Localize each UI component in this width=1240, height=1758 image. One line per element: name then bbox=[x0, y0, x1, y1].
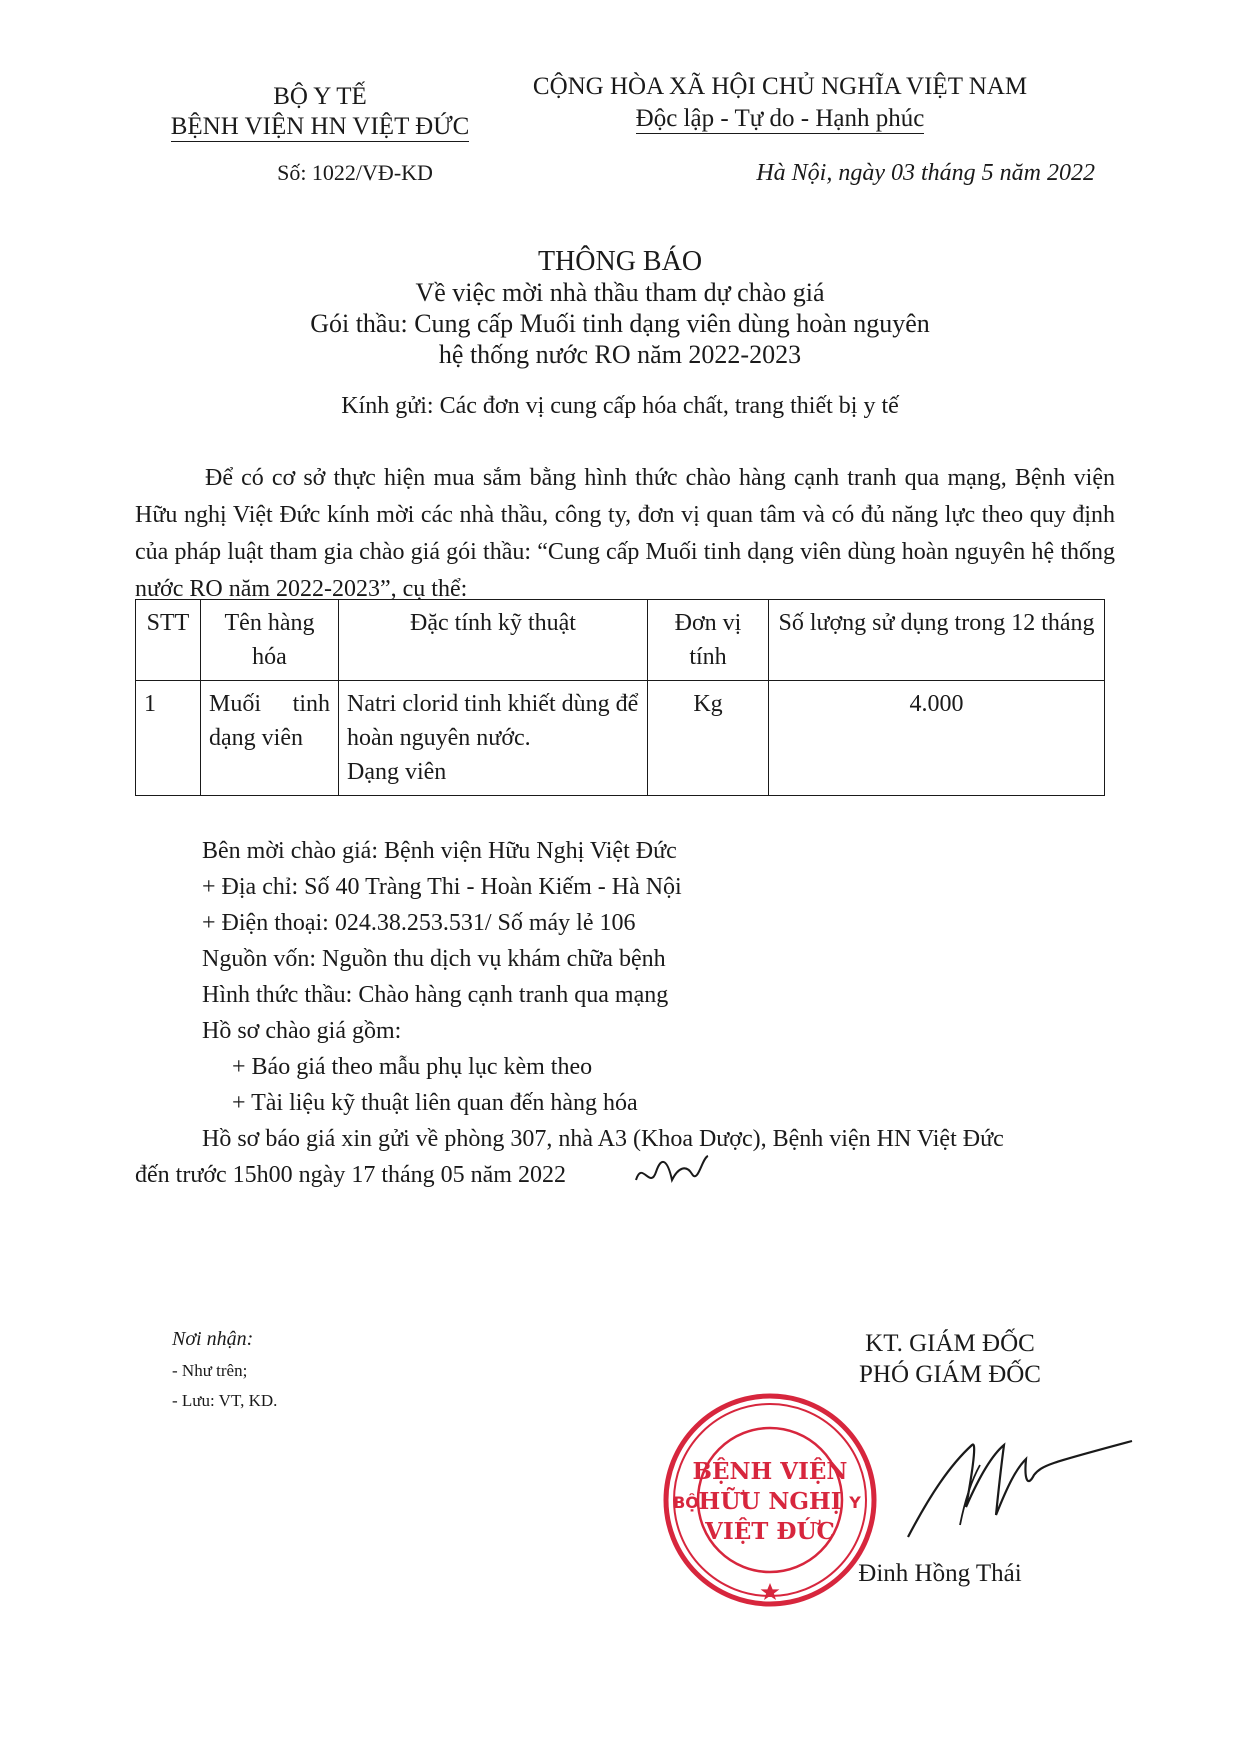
stamp-line-3: VIỆT ĐỨC bbox=[705, 1518, 835, 1545]
document-date: Hà Nội, ngày 03 tháng 5 năm 2022 bbox=[756, 160, 1095, 186]
dossier-line: Hồ sơ chào giá gồm: bbox=[202, 1018, 402, 1044]
signer-name: Đinh Hồng Thái bbox=[858, 1560, 1022, 1587]
dossier-item-1: + Báo giá theo mẫu phụ lục kèm theo bbox=[232, 1054, 593, 1080]
address-line: + Địa chỉ: Số 40 Tràng Thi - Hoàn Kiếm - Hà Nội bbox=[202, 874, 682, 900]
title-line-2: Gói thầu: Cung cấp Muối tinh dạng viên dùng hoàn nguyên bbox=[310, 309, 930, 338]
header-left bbox=[170, 82, 470, 142]
initials-scribble bbox=[632, 1150, 712, 1195]
spec-line-1: Natri clorid tinh khiết dùng để hoàn nguyên nước. bbox=[347, 691, 639, 751]
stamp-line-2: HỮU NGHỊ bbox=[698, 1488, 842, 1515]
header-spec: Đặc tính kỹ thuật bbox=[339, 600, 648, 681]
signature-scribble bbox=[900, 1425, 1140, 1560]
stamp-right-text: Y bbox=[849, 1493, 861, 1512]
table-row bbox=[136, 681, 1105, 796]
table-header-row bbox=[136, 600, 1105, 681]
document-number: Số: 1022/VĐ-KD bbox=[277, 160, 433, 185]
intro-paragraph: Để có cơ sở thực hiện mua sắm bằng hình thức chào hàng cạnh tranh qua mạng, Bệnh viện Hữu nghị Việt Đức kính mời các nhà thầu, công ty, đơn vị quan tâm và có đủ năng lực theo quy định của pháp luật tham gia chào giá gói thầu: “Cung cấp Muối tinh dạng viên dùng hoàn nguyên hệ thống nước RO năm 2022-2023”, cụ thể: bbox=[135, 465, 1115, 602]
title-line-3: hệ thống nước RO năm 2022-2023 bbox=[438, 340, 802, 369]
spec-line-2: Dạng viên bbox=[347, 759, 447, 785]
title-main: THÔNG BÁO bbox=[537, 246, 703, 277]
funding-line: Nguồn vốn: Nguồn thu dịch vụ khám chữa bệnh bbox=[202, 946, 666, 972]
country-name: CỘNG HÒA XÃ HỘI CHỦ NGHĨA VIỆT NAM bbox=[532, 73, 1028, 100]
title-line-1: Về việc mời nhà thầu tham dự chào giá bbox=[415, 278, 825, 307]
dossier-item-2: + Tài liệu kỹ thuật liên quan đến hàng hóa bbox=[232, 1090, 638, 1116]
stamp-left-text: BỘ bbox=[673, 1493, 699, 1512]
method-line: Hình thức thầu: Chào hàng cạnh tranh qua mạng bbox=[202, 982, 669, 1008]
cell-spec bbox=[339, 681, 648, 796]
signature-title-2: PHÓ GIÁM ĐỐC bbox=[859, 1361, 1041, 1388]
header-name: Tên hàng hóa bbox=[201, 600, 339, 681]
hospital-name: BỆNH VIỆN HN VIỆT ĐỨC bbox=[170, 113, 470, 140]
stamp-star-icon bbox=[761, 1583, 780, 1600]
cell-stt: 1 bbox=[136, 681, 201, 796]
items-table bbox=[135, 599, 1105, 796]
document-title bbox=[160, 246, 1080, 370]
header-stt: STT bbox=[136, 600, 201, 681]
receivers-block bbox=[172, 1322, 492, 1416]
header-unit: Đơn vị tính bbox=[648, 600, 769, 681]
recipient-line: Kính gửi: Các đơn vị cung cấp hóa chất, trang thiết bị y tế bbox=[341, 393, 899, 419]
signature-title-1: KT. GIÁM ĐỐC bbox=[865, 1330, 1035, 1357]
header-qty: Số lượng sử dụng trong 12 tháng bbox=[769, 600, 1105, 681]
receivers-label: Nơi nhận: bbox=[172, 1328, 254, 1350]
signature-block bbox=[800, 1328, 1100, 1390]
stamp-line-1: BỆNH VIỆN bbox=[692, 1458, 848, 1485]
cell-qty: 4.000 bbox=[769, 681, 1105, 796]
ministry-name: BỘ Y TẾ bbox=[273, 83, 367, 110]
submit-line-1: Hồ sơ báo giá xin gửi về phòng 307, nhà A3 (Khoa Dược), Bệnh viện HN Việt Đức bbox=[202, 1126, 1004, 1152]
header-right bbox=[510, 72, 1050, 134]
cell-name: Muối tinh dạng viên bbox=[201, 681, 339, 796]
receiver-item-2: - Lưu: VT, KD. bbox=[172, 1391, 278, 1410]
cell-unit: Kg bbox=[648, 681, 769, 796]
receiver-item-1: - Như trên; bbox=[172, 1361, 248, 1380]
inviter-line: Bên mời chào giá: Bệnh viện Hữu Nghị Việt Đức bbox=[202, 838, 677, 864]
phone-line: + Điện thoại: 024.38.253.531/ Số máy lẻ 106 bbox=[202, 910, 636, 936]
submit-line-2: đến trước 15h00 ngày 17 tháng 05 năm 2022 bbox=[135, 1162, 566, 1188]
info-block bbox=[202, 833, 1102, 1157]
motto: Độc lập - Tự do - Hạnh phúc bbox=[635, 105, 925, 132]
